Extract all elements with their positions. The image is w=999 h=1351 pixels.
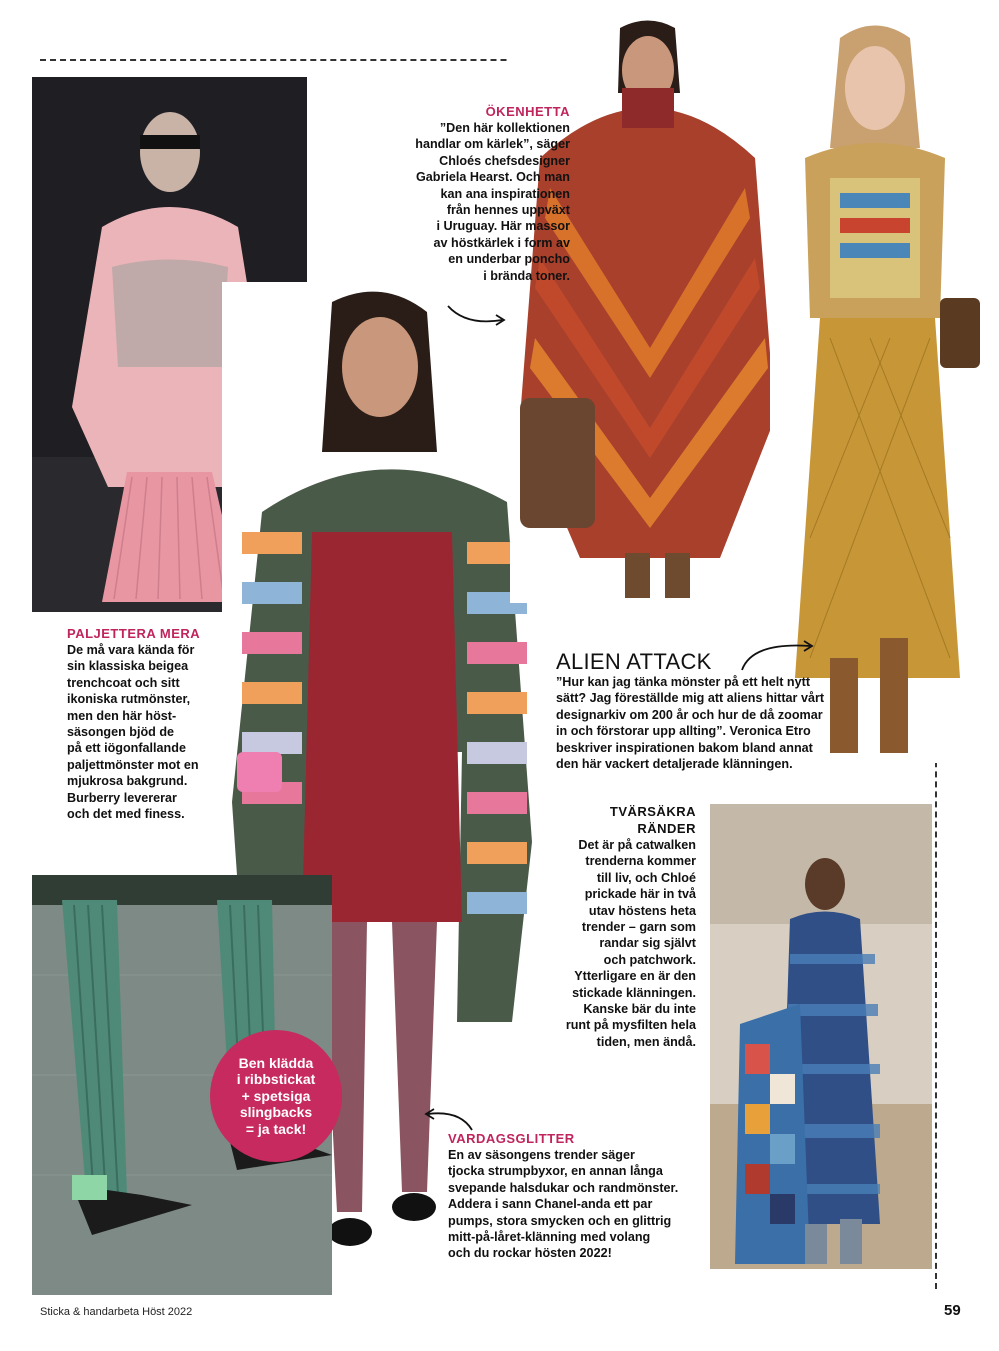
tvarsakra-line-10: Kanske bär du inte bbox=[583, 1002, 696, 1017]
tvarsakra-line-8: Ytterligare en är den bbox=[574, 969, 696, 984]
tvarsakra-line-9: stickade klänningen. bbox=[572, 985, 696, 1000]
vardagsglitter-line-0: En av säsongens trender säger bbox=[448, 1148, 635, 1162]
magazine-footer: Sticka & handarbeta Höst 2022 bbox=[40, 1306, 193, 1318]
paljettera-line-10: och det med finess. bbox=[67, 807, 185, 822]
paljettera-line-9: Burberry levererar bbox=[67, 790, 177, 805]
vardagsglitter-line-2: svepande halsdukar och randmönster. bbox=[448, 1180, 679, 1195]
paljettera-line-7: paljettmönster mot en bbox=[67, 757, 199, 772]
tvarsakra-line-2: till liv, och Chloé bbox=[596, 870, 696, 885]
alien-line-4: beskriver inspirationen bakom bland annat bbox=[556, 740, 813, 755]
page-number: 59 bbox=[944, 1302, 961, 1319]
tvarsakra-heading-1: RÄNDER bbox=[637, 821, 696, 836]
tvarsakra-line-1: trenderna kommer bbox=[585, 854, 696, 869]
alien-line-1: sätt? Jag föreställde mig att aliens hittar vårt bbox=[556, 691, 825, 706]
paljettera-line-3: ikoniska rutmönster, bbox=[67, 692, 191, 707]
vardagsglitter-line-3: Addera i sann Chanel-anda ett par bbox=[448, 1197, 653, 1212]
arrow-to-poncho bbox=[446, 302, 510, 330]
okenhetta-line-9: i brända toner. bbox=[483, 268, 570, 283]
vardagsglitter-block bbox=[448, 1131, 708, 1262]
okenhetta-line-8: en underbar poncho bbox=[448, 252, 570, 267]
paljettera-line-1: sin klassiska beigea bbox=[67, 659, 189, 674]
badge-line-0: Ben klädda bbox=[238, 1054, 314, 1071]
badge-line-4: = ja tack! bbox=[245, 1120, 307, 1137]
okenhetta-line-4: kan ana inspirationen bbox=[440, 186, 570, 201]
alien-line-3: in och förstorar upp allting”. Veronica Etro bbox=[556, 724, 811, 739]
paljettera-line-6: på ett iögonfallande bbox=[67, 741, 186, 756]
okenhetta-line-6: i Uruguay. Här massor bbox=[436, 219, 570, 234]
badge-line-2: + spetsiga bbox=[241, 1087, 311, 1104]
paljettera-line-0: De må vara kända för bbox=[67, 643, 195, 657]
tvarsakra-line-11: runt på mysfilten hela bbox=[565, 1018, 696, 1033]
paljettera-heading: PALJETTERA MERA bbox=[67, 626, 201, 641]
paljettera-block bbox=[67, 626, 257, 822]
okenhetta-line-0: ”Den här kollektionen bbox=[439, 121, 570, 135]
arrow-to-chanel bbox=[420, 1106, 476, 1134]
alien-title: ALIEN ATTACK bbox=[556, 649, 712, 674]
paljettera-line-5: säsongen bjöd de bbox=[67, 725, 175, 740]
okenhetta-line-7: av höstkärlek i form av bbox=[433, 235, 570, 250]
tvarsakra-block bbox=[540, 803, 696, 1050]
alien-line-5: den här vackert detaljerade klänningen. bbox=[556, 757, 793, 772]
vardagsglitter-heading: VARDAGSGLITTER bbox=[448, 1131, 575, 1146]
okenhetta-line-1: handlar om kärlek”, säger bbox=[415, 137, 570, 152]
vardagsglitter-line-4: pumps, stora smycken och en glittrig bbox=[448, 1213, 672, 1228]
tvarsakra-line-0: Det är på catwalken bbox=[578, 838, 696, 852]
tvarsakra-line-4: utav höstens heta bbox=[588, 903, 696, 918]
alien-line-2: designarkiv om 200 år och hur de då zoomar bbox=[556, 707, 823, 722]
tvarsakra-line-3: prickade här in två bbox=[584, 887, 696, 902]
tvarsakra-line-12: tiden, men ändå. bbox=[596, 1034, 696, 1049]
vardagsglitter-line-5: mitt-på-låret-klänning med volang bbox=[448, 1230, 651, 1245]
okenhetta-line-2: Chloés chefsdesigner bbox=[439, 153, 570, 168]
vardagsglitter-line-1: tjocka strumpbyxor, en annan långa bbox=[448, 1164, 663, 1179]
alien-line-0: ”Hur kan jag tänka mönster på ett helt nytt bbox=[556, 675, 811, 689]
tvarsakra-line-6: randar sig självt bbox=[599, 936, 696, 951]
tvarsakra-line-5: trender – garn som bbox=[581, 920, 696, 935]
paljettera-line-4: men den här höst- bbox=[67, 708, 177, 723]
okenhetta-line-3: Gabriela Hearst. Och man bbox=[416, 170, 570, 185]
badge-line-1: i ribbstickat bbox=[236, 1071, 316, 1088]
tvarsakra-line-7: och patchwork. bbox=[603, 952, 696, 967]
badge-line-3: slingbacks bbox=[239, 1104, 313, 1121]
paljettera-line-8: mjukrosa bakgrund. bbox=[67, 774, 188, 789]
alien-block bbox=[556, 650, 886, 772]
vardagsglitter-line-6: och du rockar hösten 2022! bbox=[448, 1246, 612, 1261]
arrow-to-etro bbox=[738, 640, 818, 674]
ribbed-socks-badge bbox=[210, 1030, 342, 1162]
okenhetta-block bbox=[350, 104, 570, 284]
paljettera-line-2: trenchcoat och sitt bbox=[67, 675, 180, 690]
okenhetta-heading: ÖKENHETTA bbox=[485, 104, 570, 119]
photo-chloe-blue-knit bbox=[710, 804, 932, 1269]
okenhetta-line-5: från hennes uppväxt bbox=[446, 203, 570, 218]
tvarsakra-heading-0: TVÄRSÄKRA bbox=[609, 804, 696, 819]
